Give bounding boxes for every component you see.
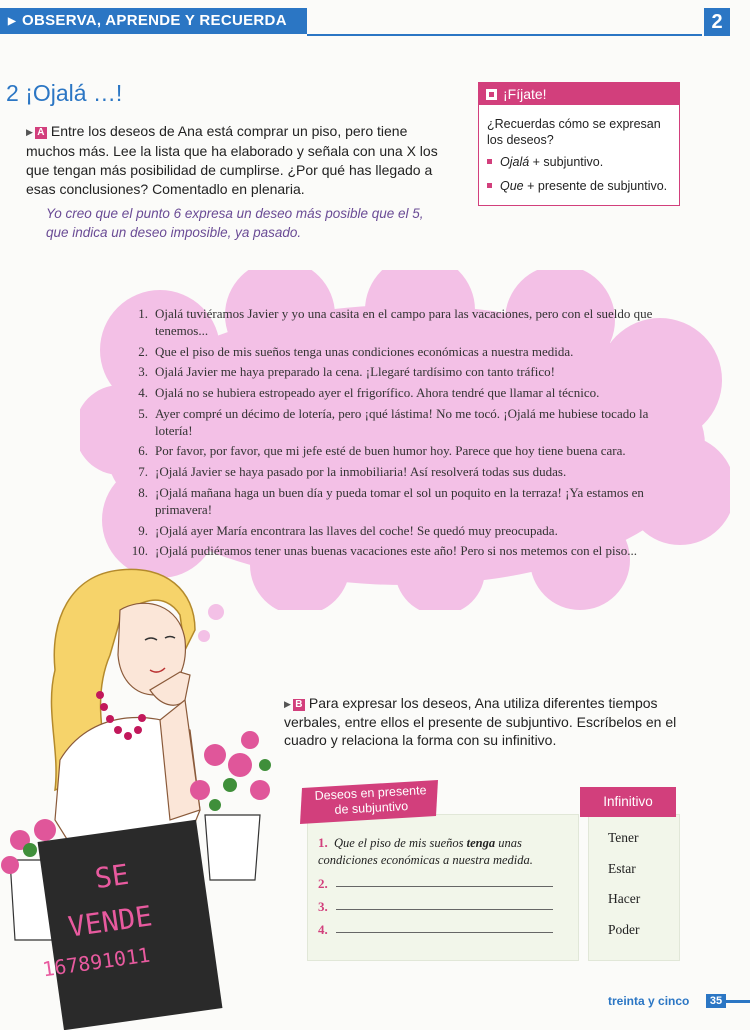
row-number: 3. [318, 899, 328, 914]
infinitive-estar: Estar [608, 861, 636, 876]
fijate-rule-1: Ojalá + subjuntivo. [487, 155, 603, 169]
wish-number: 8. [138, 484, 148, 500]
answer-row-3[interactable] [318, 899, 558, 915]
play-triangle-icon: ▶ [8, 16, 16, 27]
row-number: 2. [318, 876, 328, 891]
sign-phone: 167891011 [40, 942, 152, 982]
wish-number: 3. [138, 364, 148, 380]
fijate-question: ¿Recuerdas cómo se expresan los deseos? [487, 117, 661, 147]
sign-text-se: SE [92, 857, 131, 896]
activity-letter-b: B [293, 699, 305, 711]
wish-number: 7. [138, 464, 148, 480]
section-title-text: ¡Ojalá …! [25, 80, 123, 106]
row-number: 1. [318, 835, 328, 850]
sign-text-vende: VENDE [66, 899, 155, 944]
wish-number: 9. [138, 522, 148, 538]
section-header-bar [0, 8, 307, 34]
infinitive-hacer: Hacer [608, 891, 641, 906]
header-rule [307, 34, 702, 36]
wish-text: Por favor, por favor, que mi jefe esté de buen humor hoy. Parece que hoy tiene buena cara. [155, 443, 626, 459]
wish-number: 6. [138, 443, 148, 459]
activity-b-text: Para expresar los deseos, Ana utiliza diferentes tiempos verbales, entre ellos el presente de subjuntivo. Escríbelos en el cuadro y relaciona la forma con su infinitivo. [284, 695, 677, 748]
activity-a-example: Yo creo que el punto 6 expresa un deseo más posible que el 5, que indica un deseo imposible, ya pasado. [46, 206, 424, 240]
answer-row-1: 1. Que el piso de mis sueños tenga unas condiciones económicas a nuestra medida. [318, 835, 533, 867]
page-number-words: treinta y cinco [608, 994, 690, 1008]
deseos-header-text: Deseos en presente de subjuntivo [314, 783, 427, 817]
activity-letter-a: A [35, 127, 47, 139]
bullet-icon [487, 183, 492, 188]
wish-text: Ojalá no se hubiera estropeado ayer el frigorífico. Ahora tendré que llamar al técnico. [155, 385, 600, 401]
wish-number: 10. [131, 543, 148, 559]
play-triangle-icon: ▶ [284, 699, 291, 709]
activity-b-instruction [284, 694, 684, 749]
row-number: 4. [318, 922, 328, 937]
wish-item [100, 305, 680, 339]
section-title [6, 80, 122, 107]
unit-number-badge: 2 [704, 8, 730, 36]
page-number: 35 [706, 994, 726, 1008]
bullet-icon [487, 159, 492, 164]
activity-a-text: Entre los deseos de Ana está comprar un piso, pero tiene muchos más. Lee la lista que ha elaborado y señala con una X los que tengan más posibilidad de cumplirse. ¿Por qué has llegado a esas conclusiones? Comentadlo en plenaria. [26, 123, 438, 197]
answer-blank-line[interactable] [336, 886, 553, 887]
fijate-title: ¡Fíjate! [503, 86, 547, 102]
wish-text: Ayer compré un décimo de lotería, pero ¡qué lástima! No me tocó. ¡Ojalá me hubiese tocado la lotería! [155, 405, 649, 438]
wish-text: ¡Ojalá Javier se haya pasado por la inmobiliaria! Así resolverá todas sus dudas. [155, 464, 567, 480]
wish-item [100, 522, 680, 539]
wish-text: Que el piso de mis sueños tenga unas condiciones económicas a nuestra medida. [155, 343, 574, 359]
fijate-box [478, 82, 680, 206]
fijate-rule-2: Que + presente de subjuntivo. [487, 179, 667, 193]
wish-text: ¡Ojalá mañana haga un buen día y pueda tomar el sol un poquito en la terraza! ¡Ya estamos en primavera! [155, 484, 644, 517]
wish-item [100, 463, 680, 480]
wish-text: ¡Ojalá ayer María encontrara las llaves del coche! Se quedó muy preocupada. [155, 522, 558, 538]
wish-list [100, 305, 680, 563]
play-triangle-icon: ▶ [26, 127, 33, 137]
wish-item [100, 484, 680, 518]
wish-item [100, 542, 680, 559]
wish-item [100, 363, 680, 380]
wish-item [100, 343, 680, 360]
wish-number: 2. [138, 343, 148, 359]
section-header-label: OBSERVA, APRENDE Y RECUERDA [22, 12, 287, 29]
answer-blank-line[interactable] [336, 932, 553, 933]
answer-row-4[interactable] [318, 922, 558, 938]
wish-item [100, 442, 680, 459]
wish-number: 5. [138, 405, 148, 421]
wish-text: ¡Ojalá pudiéramos tener unas buenas vacaciones este año! Pero si nos metemos con el piso... [155, 543, 637, 559]
answer-blank-line[interactable] [336, 909, 553, 910]
section-number: 2 [6, 80, 19, 106]
activity-a-instruction [26, 122, 451, 199]
answer-row-2[interactable] [318, 876, 558, 892]
wish-text: Ojalá Javier me haya preparado la cena. ¡Llegaré tardísimo con tanto tráfico! [155, 364, 555, 380]
infinitive-poder: Poder [608, 922, 640, 937]
wish-number: 1. [138, 306, 148, 321]
fijate-header [479, 83, 679, 105]
wish-item [100, 384, 680, 401]
footer-rule [726, 1000, 750, 1003]
infinitive-tener: Tener [608, 830, 639, 845]
wish-item [100, 405, 680, 439]
infinitivo-header: Infinitivo [580, 787, 676, 817]
bullet-square-icon [486, 89, 497, 100]
wish-text: Ojalá tuviéramos Javier y yo una casita en el campo para las vacaciones, pero con el sueldo que tenemos... [155, 306, 653, 338]
wish-number: 4. [138, 385, 148, 401]
